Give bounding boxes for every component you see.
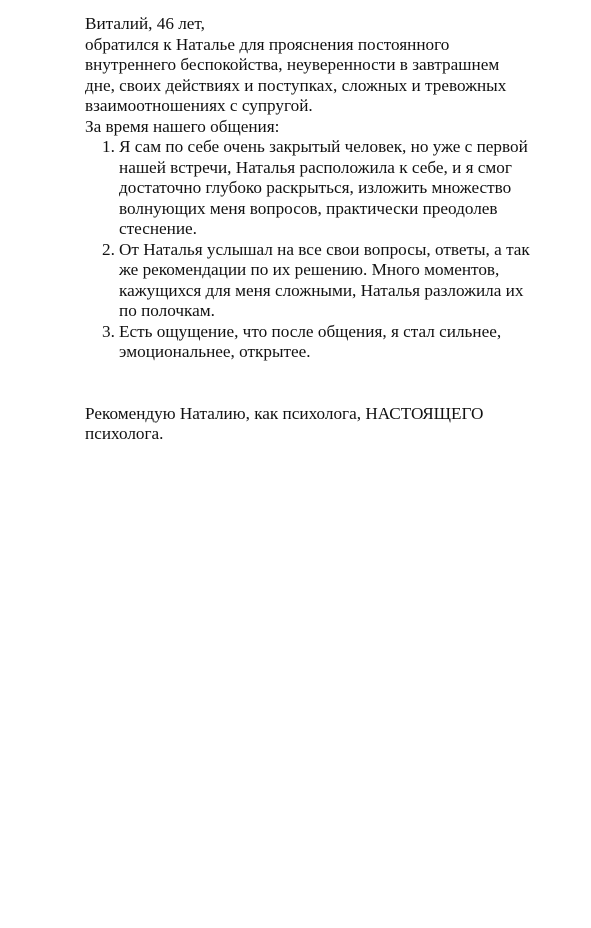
numbered-list: [85, 137, 555, 363]
list-item-line: эмоциональнее, открытее.: [119, 342, 311, 361]
list-item-line: От Наталья услышал на все свои вопросы, ответы, а так: [119, 239, 530, 259]
list-item-line: нашей встречи, Наталья расположила к себе, и я смог: [119, 157, 512, 177]
closing-line: психолога.: [85, 424, 164, 443]
intro-line: обратился к Наталье для прояснения постоянного: [85, 34, 450, 54]
intro-line: взаимоотношениях с супругой.: [85, 96, 313, 115]
list-item-line: достаточно глубоко раскрыться, изложить множество: [119, 178, 512, 197]
intro-paragraph: [85, 14, 555, 137]
list-item-line: Я сам по себе очень закрытый человек, но уже с первой: [119, 137, 528, 156]
list-item: [85, 322, 555, 363]
list-item-line: кажущихся для меня сложными, Наталья разложила их: [119, 280, 524, 300]
list-heading: За время нашего общения:: [85, 116, 280, 136]
list-item-line: же рекомендации по их решению. Много моментов,: [119, 260, 500, 279]
closing-paragraph: [85, 404, 555, 445]
list-item-line: по полочкам.: [119, 301, 215, 320]
document-body: [85, 14, 555, 445]
list-item-number: 3.: [102, 321, 115, 341]
paragraph-spacer: [85, 363, 555, 404]
list-item-line: Есть ощущение, что после общения, я стал сильнее,: [119, 321, 502, 341]
list-item-line: волнующих меня вопросов, практически преодолев: [119, 198, 498, 218]
intro-line: внутреннего беспокойства, неуверенности в завтрашнем: [85, 55, 500, 74]
closing-line: Рекомендую Наталию, как психолога, НАСТОЯЩЕГО: [85, 403, 484, 423]
list-item: [85, 240, 555, 322]
intro-line: дне, своих действиях и поступках, сложных и тревожных: [85, 75, 507, 95]
list-item-line: стеснение.: [119, 219, 197, 238]
list-item-number: 1.: [102, 137, 115, 156]
intro-line-author: Виталий, 46 лет,: [85, 14, 205, 33]
list-item-number: 2.: [102, 239, 115, 259]
list-item: [85, 137, 555, 240]
